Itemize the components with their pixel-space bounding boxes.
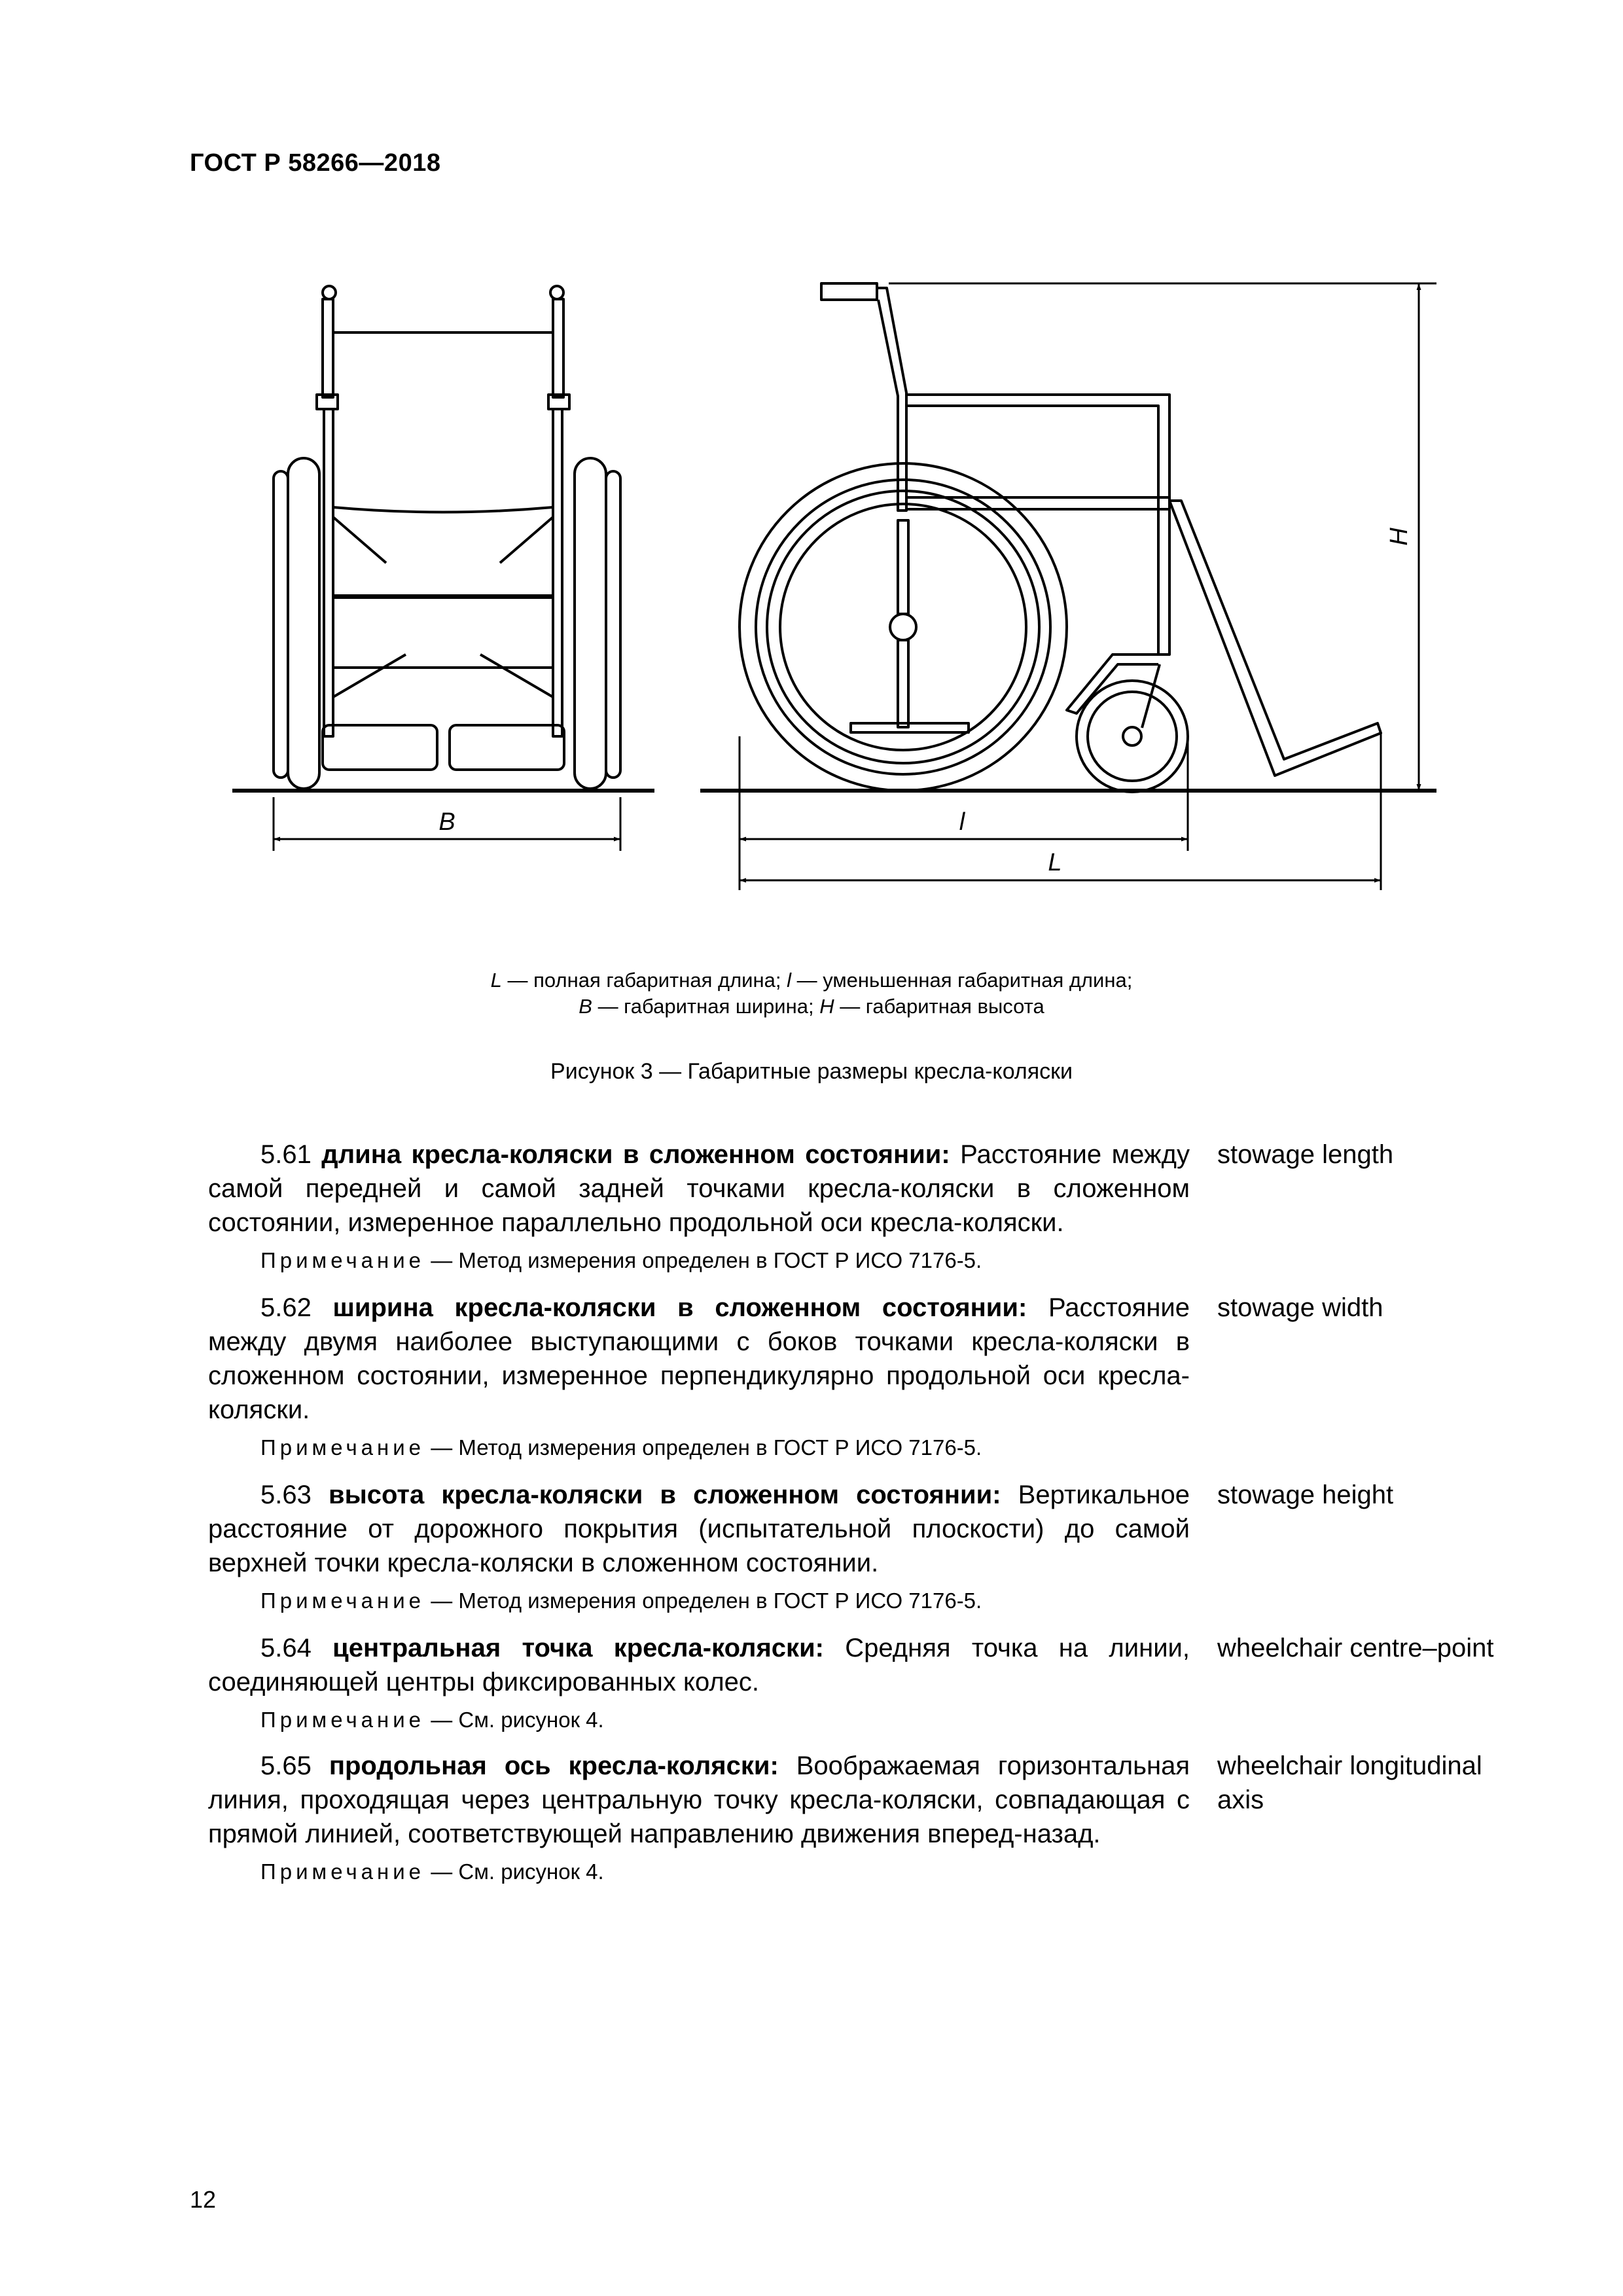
legend-line-1 (0, 967, 1623, 994)
note-text: — Метод измерения определен в ГОСТ Р ИСО 7176-5. (431, 1248, 982, 1272)
entry-note (208, 1857, 1190, 1886)
term-entry-5-65 (208, 1749, 1190, 1886)
entry-note (208, 1706, 1190, 1734)
entry-definition: Расстояние между самой передней и самой задней точками кресла-коляски в сложенном состоянии, измеренное параллельно продольной оси кресла-коляски. (208, 1140, 1190, 1237)
entry-definition: Расстояние между двумя наиболее выступающими с боков точками кресла-коляски в сложенном состоянии, измеренное перпендикулярно продольной оси кресла-коляски. (208, 1293, 1190, 1424)
term-entry-5-64 (208, 1631, 1190, 1734)
legend-symbol: H (819, 995, 834, 1018)
legend-text: — полная габаритная длина; (501, 969, 787, 992)
dimension-label-L: L (1048, 849, 1062, 876)
entry-note (208, 1433, 1190, 1462)
legend-line-2 (0, 994, 1623, 1020)
legend-text: — габаритная высота (834, 995, 1044, 1018)
side-view (700, 283, 1436, 890)
entry-number: 5.61 (260, 1140, 312, 1169)
entry-term: продольная ось кресла-коляски: (329, 1751, 779, 1780)
note-text: — См. рисунок 4. (431, 1859, 604, 1884)
dimension-label-B: B (438, 808, 455, 836)
note-text: — См. рисунок 4. (431, 1708, 604, 1732)
entry-number: 5.62 (260, 1293, 312, 1322)
dimension-label-H: H (1385, 528, 1413, 546)
note-label: Примечание (260, 1708, 425, 1732)
note-text: — Метод измерения определен в ГОСТ Р ИСО 7176-5. (431, 1588, 982, 1613)
legend-symbol: B (579, 995, 592, 1018)
page-number: 12 (190, 2186, 217, 2213)
entry-note (208, 1246, 1190, 1275)
legend-symbol: l (787, 969, 791, 992)
english-term: wheelchair centre–point (1217, 1634, 1494, 1662)
wheelchair-drawing (0, 0, 1623, 949)
english-term: stowage width (1217, 1293, 1383, 1322)
legend-text: — габаритная ширина; (592, 995, 820, 1018)
term-entry-5-63 (208, 1478, 1190, 1615)
english-term: wheelchair longitudinal axis (1217, 1751, 1482, 1814)
note-label: Примечание (260, 1248, 425, 1272)
document-header: ГОСТ Р 58266—2018 (190, 149, 441, 177)
note-text: — Метод измерения определен в ГОСТ Р ИСО 7176-5. (431, 1435, 982, 1460)
figure-legend (0, 967, 1623, 1020)
entry-definition: Средняя точка на линии, соединяющей центры фиксированных колес. (208, 1634, 1190, 1696)
entry-number: 5.64 (260, 1634, 312, 1662)
note-label: Примечание (260, 1435, 425, 1460)
entry-number: 5.63 (260, 1480, 312, 1509)
entry-definition: Воображаемая горизонтальная линия, проходящая через центральную точку кресла-коляски, совпадающая с прямой линией, соответствующей направлению движения вперед-назад. (208, 1751, 1190, 1848)
legend-text: — уменьшенная габаритная длина; (791, 969, 1133, 992)
entry-term: длина кресла-коляски в сложенном состоянии: (321, 1140, 950, 1169)
entry-note (208, 1587, 1190, 1615)
entry-term: ширина кресла-коляски в сложенном состоянии: (332, 1293, 1027, 1322)
english-term: stowage length (1217, 1140, 1394, 1169)
term-entry-5-62 (208, 1291, 1190, 1462)
term-entry-5-61 (208, 1138, 1190, 1275)
dimension-label-l: l (959, 808, 965, 836)
figure-caption: Рисунок 3 — Габаритные размеры кресла-коляски (550, 1059, 1073, 1084)
front-view (232, 286, 654, 851)
entry-number: 5.65 (260, 1751, 312, 1780)
entry-definition: Вертикальное расстояние от дорожного покрытия (испытательной плоскости) до самой верхней точки кресла-коляски в сложенном состоянии. (208, 1480, 1190, 1577)
figure-wheelchair-dimensions (0, 0, 1623, 949)
entry-term: высота кресла-коляски в сложенном состоянии: (328, 1480, 1001, 1509)
note-label: Примечание (260, 1859, 425, 1884)
legend-symbol: L (490, 969, 502, 992)
note-label: Примечание (260, 1588, 425, 1613)
english-term: stowage height (1217, 1480, 1394, 1509)
entry-term: центральная точка кресла-коляски: (332, 1634, 824, 1662)
